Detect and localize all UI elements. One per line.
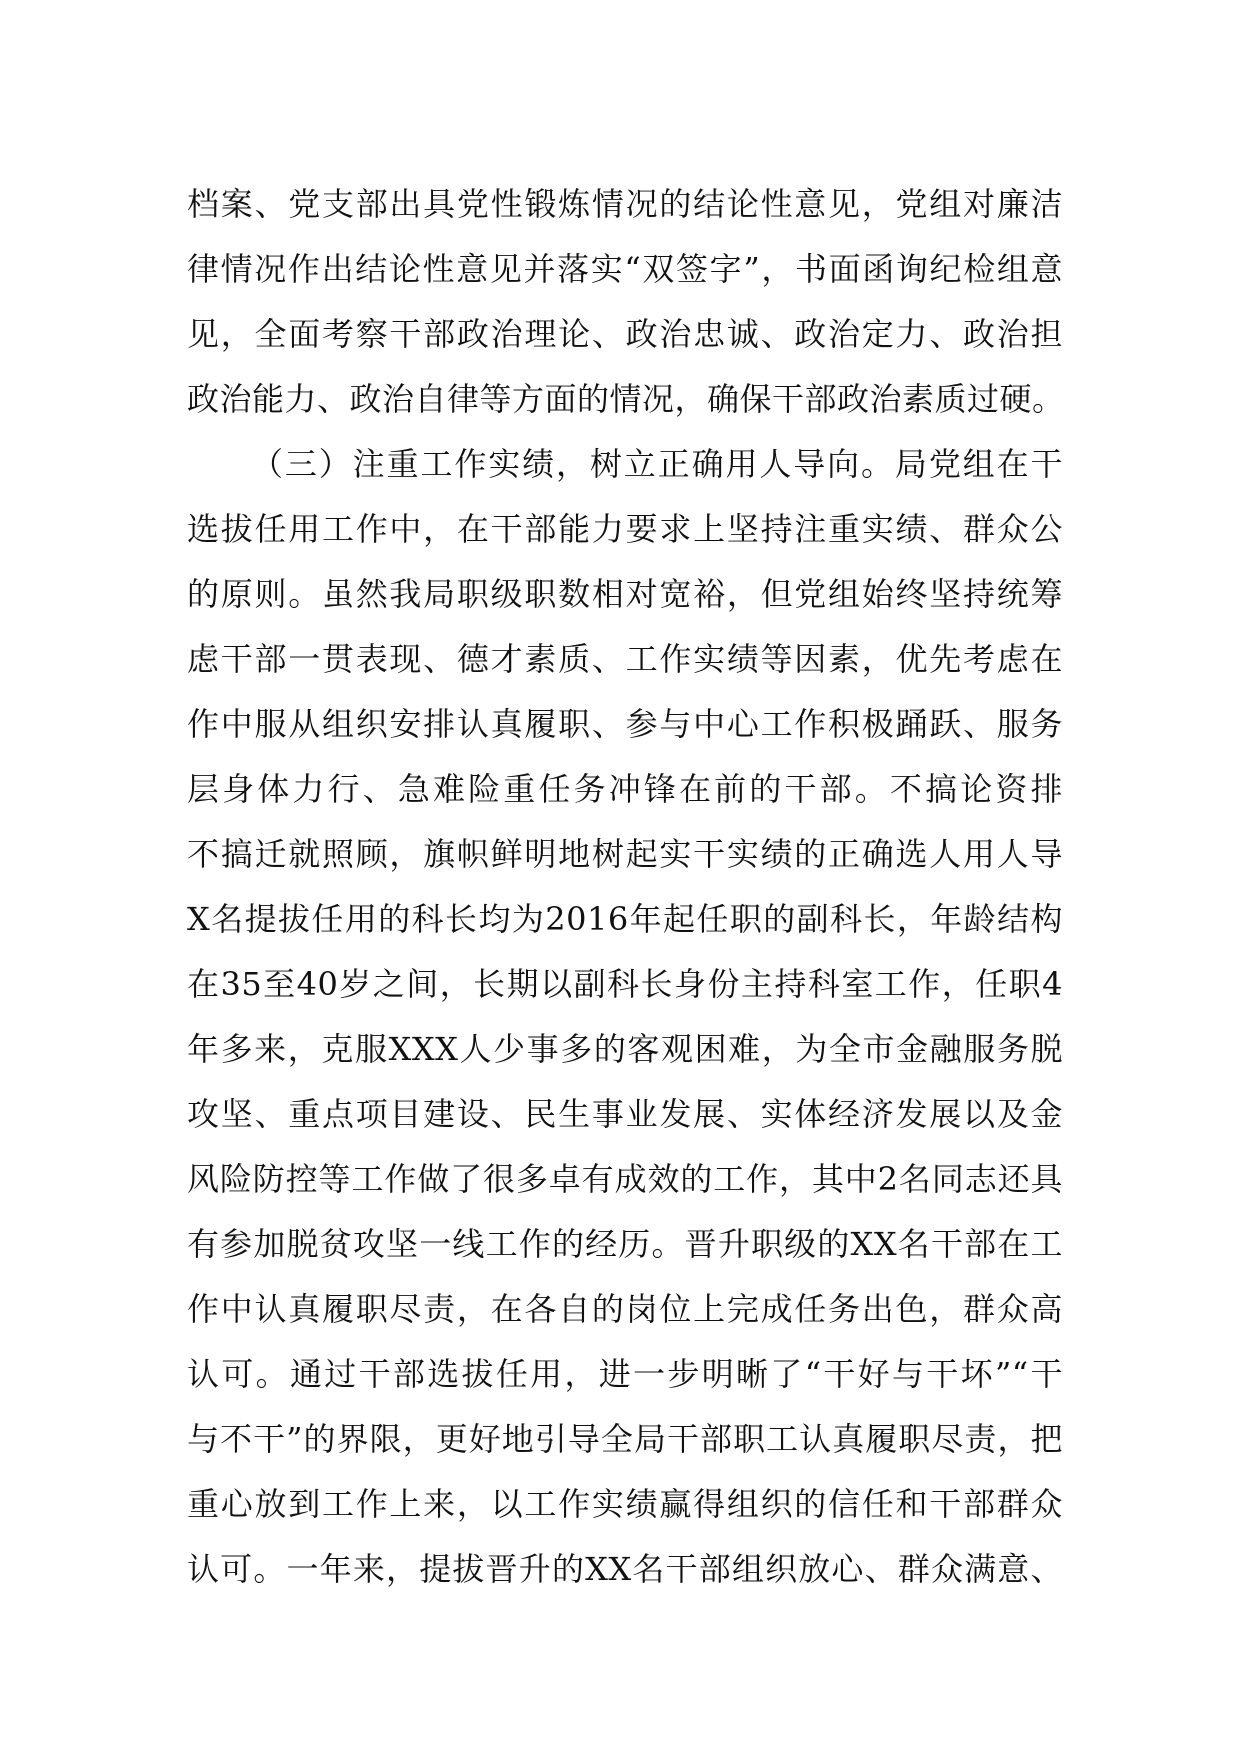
document-line: 档案、党支部出具党性锻炼情况的结论性意见，党组对廉洁 [187, 185, 1063, 223]
document-line: 在35至40岁之间，长期以副科长身份主持科室工作，任职4 [187, 965, 1063, 1003]
document-line: 见，全面考察干部政治理论、政治忠诚、政治定力、政治担 [187, 315, 1063, 353]
document-line: 虑干部一贯表现、德才素质、工作实绩等因素，优先考虑在 [187, 640, 1063, 678]
document-line: 风险防控等工作做了很多卓有成效的工作，其中2名同志还具 [187, 1160, 1063, 1198]
document-line: 认可。一年来，提拔晋升的XX名干部组织放心、群众满意、 [187, 1550, 1063, 1588]
document-line: 与不干”的界限，更好地引导全局干部职工认真履职尽责，把 [187, 1420, 1063, 1458]
document-line: （三）注重工作实绩，树立正确用人导向。局党组在干 [251, 445, 1063, 483]
document-line: X名提拔任用的科长均为2016年起任职的副科长，年龄结构 [187, 900, 1063, 938]
document-line: 的原则。虽然我局职级职数相对宽裕，但党组始终坚持统筹 [187, 575, 1063, 613]
document-line: 重心放到工作上来，以工作实绩赢得组织的信任和干部群众 [187, 1485, 1063, 1523]
document-line: 律情况作出结论性意见并落实“双签字”，书面函询纪检组意 [187, 250, 1063, 288]
document-line: 作中服从组织安排认真履职、参与中心工作积极踊跃、服务 [187, 705, 1063, 743]
document-line: 政治能力、政治自律等方面的情况，确保干部政治素质过硬。 [187, 380, 1065, 418]
document-line: 作中认真履职尽责，在各自的岗位上完成任务出色，群众高 [187, 1290, 1063, 1328]
document-line: 选拔任用工作中，在干部能力要求上坚持注重实绩、群众公 [187, 510, 1063, 548]
document-line: 年多来，克服XXX人少事多的客观困难，为全市金融服务脱 [187, 1030, 1063, 1068]
document-line: 认可。通过干部选拔任用，进一步明晰了“干好与干坏”“干 [187, 1355, 1063, 1393]
document-line: 层身体力行、急难险重任务冲锋在前的干部。不搞论资排 [187, 770, 1063, 808]
document-body [187, 172, 1063, 1602]
document-line: 不搞迁就照顾，旗帜鲜明地树起实干实绩的正确选人用人导 [187, 835, 1063, 873]
document-line: 有参加脱贫攻坚一线工作的经历。晋升职级的XX名干部在工 [187, 1225, 1063, 1263]
document-line: 攻坚、重点项目建设、民生事业发展、实体经济发展以及金 [187, 1095, 1063, 1133]
